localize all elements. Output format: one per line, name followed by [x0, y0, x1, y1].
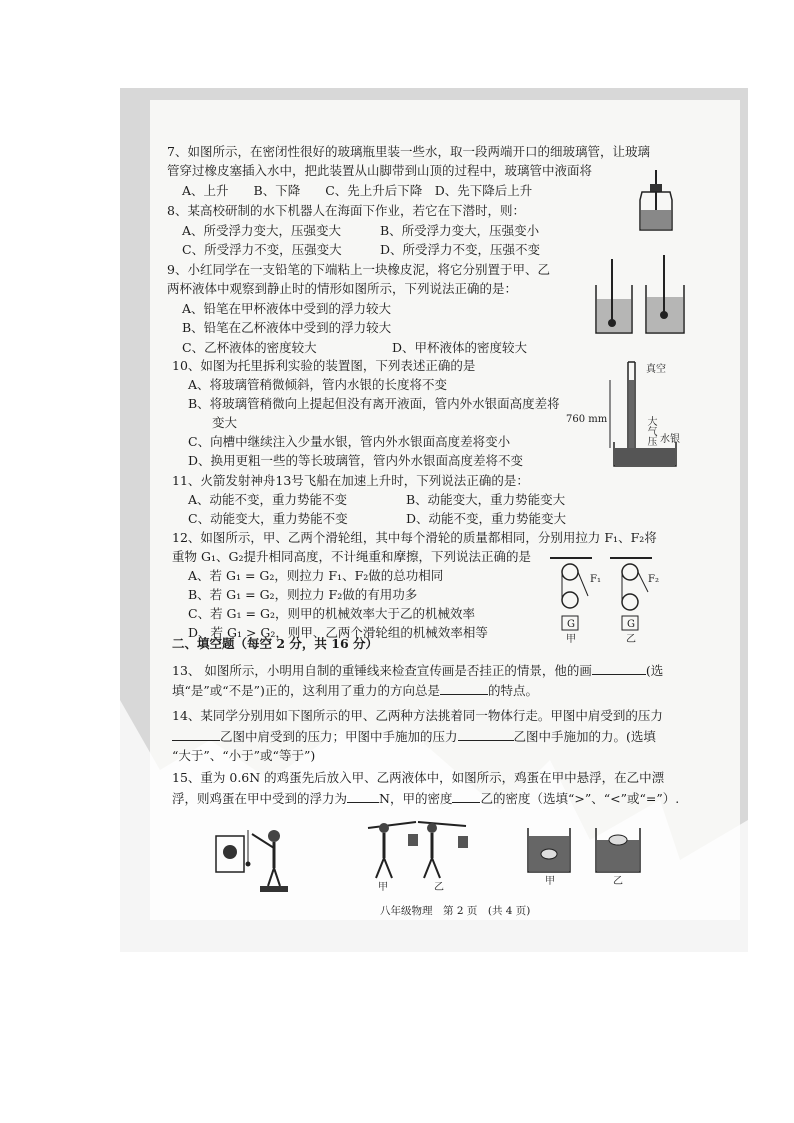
section-2-heading: 二、填空题（每空 2 分，共 16 分）	[172, 636, 379, 651]
height-label: 760 mm	[566, 414, 608, 425]
mercury-label: 水银	[660, 434, 680, 445]
weight-g1-label: G	[567, 619, 575, 630]
q10-option-a: A、将玻璃管稍微倾斜，管内水银的长度将不变	[188, 377, 448, 392]
q14-blank-1[interactable]	[172, 728, 220, 741]
q9-option-b: B、铅笔在乙杯液体中受到的浮力较大	[182, 320, 392, 335]
q11-option-c: C、动能变大，重力势能不变	[188, 511, 348, 526]
q14-line2	[172, 728, 656, 745]
q13-line2	[172, 682, 538, 699]
carrying-pole-figure	[366, 816, 472, 882]
q15-line1: 15、重为 0.6N 的鸡蛋先后放入甲、乙两液体中，如图所示，鸡蛋在甲中悬浮，在乙中漂	[172, 770, 665, 785]
q8-stem: 8、某高校研制的水下机器人在海面下作业，若它在下潜时，则：	[167, 203, 525, 218]
q10-option-c: C、向槽中继续注入少量水银，管内外水银面高度差将变小	[188, 434, 511, 449]
carry-yi-label: 乙	[434, 882, 444, 893]
q13-text-b: (选	[645, 663, 664, 678]
carry-jia-label: 甲	[378, 882, 388, 893]
q12-option-a: A、若 G₁ = G₂，则拉力 F₁、F₂做的总功相同	[188, 568, 444, 583]
q13-text-a: 13、 如图所示，小明用自制的重锤线来检查宣传画是否挂正的情景，他的画	[172, 663, 592, 678]
q11-option-a: A、动能不变，重力势能不变	[188, 492, 348, 507]
q14-line1: 14、某同学分别用如下图所示的甲、乙两种方法挑着同一物体行走。甲图中肩受到的压力	[172, 708, 663, 723]
q15-blank-1[interactable]	[347, 790, 379, 803]
q9-line2: 两杯液体中观察到静止时的情形如图所示，下列说法正确的是：	[167, 281, 518, 296]
egg-jia-label: 甲	[545, 876, 555, 887]
q10-option-b-line2: 变大	[212, 415, 238, 430]
q11-option-d: D、动能不变，重力势能变大	[406, 511, 567, 526]
q8-option-d: D、所受浮力不变，压强不变	[380, 242, 541, 257]
pencil-beakers-figure	[592, 255, 688, 337]
pulley-yi-label: 乙	[626, 634, 636, 645]
q13-text-c: 填“是”或“不是”)正的，这利用了重力的方向总是	[172, 683, 440, 698]
plumb-line-figure	[212, 822, 296, 898]
q14-text-a: 乙图中肩受到的压力；甲图中手施加的压力	[220, 729, 458, 744]
force-f1-label: F₁	[590, 574, 601, 585]
q8-option-b: B、所受浮力变大，压强变小	[380, 223, 540, 238]
vacuum-label: 真空	[646, 364, 666, 375]
q9-option-d: D、甲杯液体的密度较大	[392, 340, 528, 355]
q13-text-d: 的特点。	[487, 683, 538, 698]
q13-blank-2[interactable]	[440, 682, 488, 695]
q12-line1: 12、如图所示，甲、乙两个滑轮组，其中每个滑轮的质量都相同，分别用拉力 F₁、F₂将	[172, 530, 657, 545]
q12-option-c: C、若 G₁ = G₂，则甲的机械效率大于乙的机械效率	[188, 606, 475, 621]
q10-stem: 10、如图为托里拆利实验的装置图，下列表述正确的是	[172, 358, 476, 373]
q11-stem: 11、火箭发射神舟13号飞船在加速上升时，下列说法正确的是：	[172, 473, 529, 488]
q15-blank-2[interactable]	[452, 790, 480, 803]
q15-text-b: N，甲的密度	[379, 791, 453, 806]
q7-line1: 7、如图所示，在密闭性很好的玻璃瓶里装一些水，取一段两端开口的细玻璃管，让玻璃	[167, 144, 650, 159]
q8-option-c: C、所受浮力不变，压强变大	[182, 242, 342, 257]
egg-yi-label: 乙	[613, 876, 623, 887]
q7-line2: 管穿过橡皮塞插入水中，把此装置从山脚带到山顶的过程中，玻璃管中液面将	[167, 163, 593, 178]
q13-line1	[172, 662, 663, 679]
q9-option-c: C、乙杯液体的密度较大	[182, 340, 317, 355]
q11-option-b: B、动能变大，重力势能变大	[406, 492, 566, 507]
weight-g2-label: G	[627, 619, 635, 630]
torricelli-figure	[604, 358, 686, 470]
q13-blank-1[interactable]	[592, 662, 646, 675]
atmosphere-label: 大气压	[645, 416, 656, 446]
q14-line3: “大于”、“小于”或“等于”)	[172, 748, 316, 763]
q14-blank-2[interactable]	[458, 728, 514, 741]
page-footer: 八年级物理 第 2 页 (共 4 页)	[380, 905, 531, 917]
q14-text-b: 乙图中手施加的力。(选填	[513, 729, 656, 744]
q7-options: A、上升 B、下降 C、先上升后下降 D、先下降后上升	[182, 183, 533, 198]
q15-text-a: 浮，则鸡蛋在甲中受到的浮力为	[172, 791, 348, 806]
q15-text-c: 乙的密度（选填“>”、“<”或“=”）.	[480, 791, 680, 806]
force-f2-label: F₂	[648, 574, 659, 585]
q10-option-b-line1: B、将玻璃管稍微向上提起但没有离开液面，管内外水银面高度差将	[188, 396, 560, 411]
pulley-figure	[548, 556, 656, 638]
q12-option-d: D、若 G₁ > G₂，则甲、乙两个滑轮组的机械效率相等	[188, 625, 488, 640]
q8-option-a: A、所受浮力变大，压强变大	[182, 223, 342, 238]
pulley-jia-label: 甲	[566, 634, 576, 645]
bottle-figure	[636, 170, 676, 234]
q9-option-a: A、铅笔在甲杯液体中受到的浮力较大	[182, 301, 392, 316]
egg-beakers-figure	[524, 824, 648, 876]
q10-option-d: D、换用更粗一些的等长玻璃管，管内外水银面高度差将不变	[188, 453, 524, 468]
q12-line2: 重物 G₁、G₂提升相同高度，不计绳重和摩擦，下列说法正确的是	[172, 549, 531, 564]
q9-line1: 9、小红同学在一支铅笔的下端粘上一块橡皮泥，将它分别置于甲、乙	[167, 262, 550, 277]
q15-line2	[172, 790, 679, 807]
q12-option-b: B、若 G₁ = G₂，则拉力 F₂做的有用功多	[188, 587, 418, 602]
